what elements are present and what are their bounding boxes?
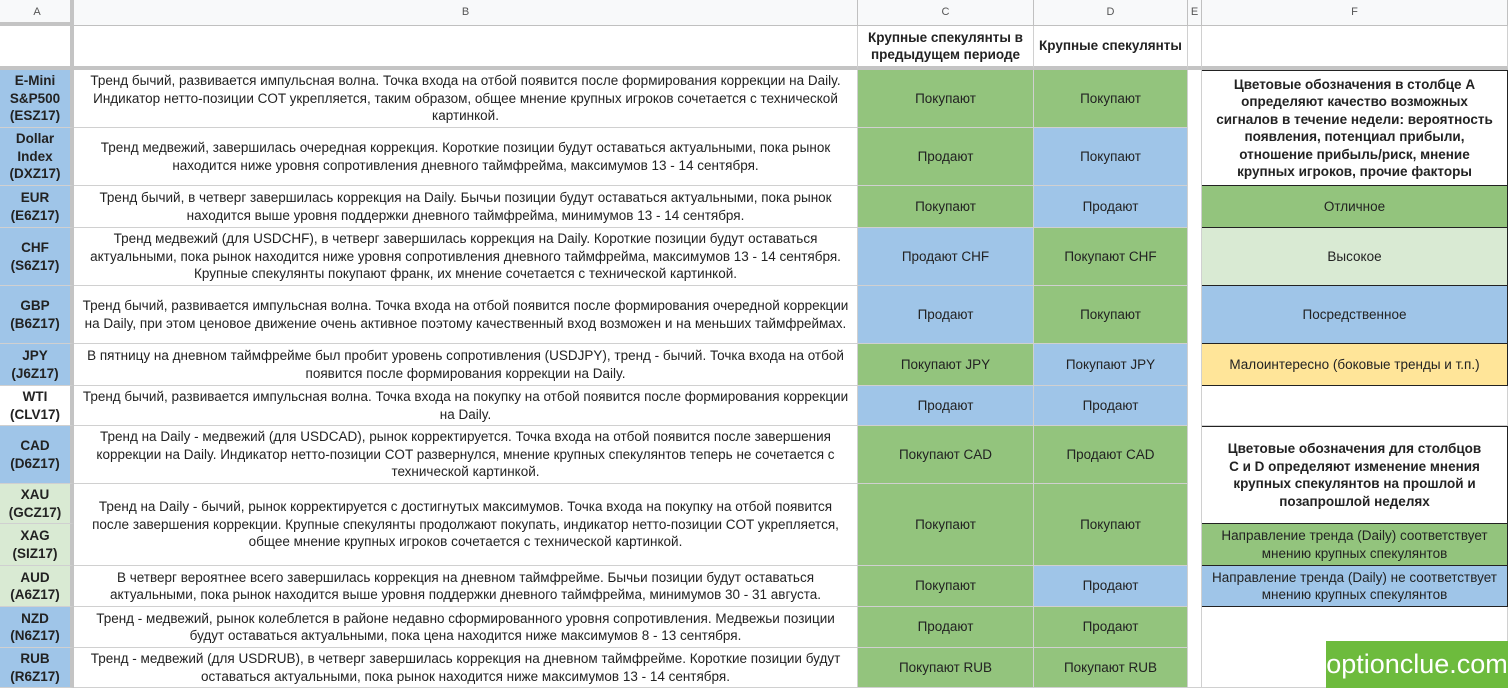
legend-title-speculators: Цветовые обозначения для столбцов C и D определяют изменение мнения крупных спекулянтов на прошлой и позапрошлой неделях (1202, 426, 1508, 524)
speculators-cell[interactable]: Продают (1034, 607, 1188, 648)
analysis-cell[interactable]: Тренд бычий, развивается импульсная волна. Точка входа на отбой появится после формирования очередной коррекции на Daily, при этом ценовое движение очень активное поэтому качественный вход возможен и на меньших таймфреймах. (74, 286, 858, 344)
instrument-cell[interactable]: CAD (D6Z17) (0, 426, 74, 484)
prev-speculators-cell[interactable]: Продают (858, 386, 1034, 426)
instrument-cell[interactable]: CHF (S6Z17) (0, 228, 74, 286)
legend-excellent: Отличное (1202, 186, 1508, 228)
column-header-b[interactable]: B (74, 0, 858, 26)
prev-speculators-cell[interactable]: Продают CHF (858, 228, 1034, 286)
watermark-logo: optionclue.com (1326, 641, 1508, 688)
analysis-cell[interactable]: Тренд бычий, в четверг завершилась коррекция на Daily. Бычьи позиции будут оставаться актуальными, пока рынок находится выше уровня поддержки дневного таймфрейма, минимумов 13 - 14 сентября. (74, 186, 858, 228)
instrument-cell[interactable]: WTI (CLV17) (0, 386, 74, 426)
header-cell-d: Крупные спекулянты (1034, 26, 1188, 70)
prev-speculators-cell[interactable]: Покупают (858, 70, 1034, 128)
speculators-cell[interactable]: Покупают CHF (1034, 228, 1188, 286)
instrument-cell[interactable]: EUR (E6Z17) (0, 186, 74, 228)
speculators-cell[interactable]: Продают (1034, 386, 1188, 426)
legend-spacer[interactable] (1202, 386, 1508, 426)
header-cell-f (1202, 26, 1508, 70)
prev-speculators-cell[interactable]: Покупают (858, 186, 1034, 228)
instrument-cell[interactable]: RUB (R6Z17) (0, 648, 74, 688)
prev-speculators-cell[interactable]: Продают (858, 286, 1034, 344)
legend-match: Направление тренда (Daily) соответствует мнению крупных спекулянтов (1202, 524, 1508, 566)
analysis-cell[interactable]: Тренд медвежий, завершилась очередная коррекция. Короткие позиции будут оставаться актуальными, пока рынок находится ниже уровня сопротивления дневного таймфрейма, максимумов 13 - 14 сентября. (74, 128, 858, 186)
prev-speculators-cell[interactable]: Покупают RUB (858, 648, 1034, 688)
prev-speculators-cell[interactable]: Покупают JPY (858, 344, 1034, 386)
speculators-cell[interactable]: Покупают RUB (1034, 648, 1188, 688)
header-cell-e (1188, 26, 1202, 70)
instrument-cell[interactable]: Dollar Index (DXZ17) (0, 128, 74, 186)
analysis-cell[interactable]: Тренд - медвежий, рынок колеблется в районе недавно сформированного уровня сопротивления. Медвежьи позиции будут оставаться актуальными, пока цена находится ниже максимумов 8 - 13 сентября. (74, 607, 858, 648)
speculators-cell[interactable]: Продают CAD (1034, 426, 1188, 484)
column-header-d[interactable]: D (1034, 0, 1188, 26)
analysis-cell[interactable]: Тренд бычий, развивается импульсная волна. Точка входа на отбой появится после формирования коррекции на Daily. Индикатор нетто-позиции COT укрепляется, таким образом, общее мнение крупных игроков сочетается с технической картинкой. (74, 70, 858, 128)
speculators-cell[interactable]: Покупают JPY (1034, 344, 1188, 386)
header-cell-a (0, 26, 74, 70)
speculators-cell[interactable]: Покупают (1034, 128, 1188, 186)
analysis-cell[interactable]: Тренд - медвежий (для USDRUB), в четверг завершилась коррекция на дневном таймфрейме. Короткие позиции будут оставаться актуальными, пока рынок находится ниже максимумов 13 - 14 сентября. (74, 648, 858, 688)
instrument-cell[interactable]: AUD (A6Z17) (0, 566, 74, 607)
instrument-cell[interactable]: E-Mini S&P500 (ESZ17) (0, 70, 74, 128)
instrument-cell[interactable]: JPY (J6Z17) (0, 344, 74, 386)
analysis-cell[interactable]: Тренд медвежий (для USDCHF), в четверг завершилась коррекция на Daily. Короткие позиции будут оставаться актуальными, пока рынок находится ниже уровня сопротивления дневного таймфрейма, максимумов 13 - 14 сентября. Крупные спекулянты покупают франк, их мнение сочетается с технической картинкой. (74, 228, 858, 286)
legend-title-quality: Цветовые обозначения в столбце A определяют качество возможных сигналов в течение недели: вероятность появления, потенциал прибыли, отношение прибыль/риск, мнение крупных игроков, прочие факторы (1202, 70, 1508, 186)
column-header-f[interactable]: F (1202, 0, 1508, 26)
speculators-cell[interactable]: Продают (1034, 186, 1188, 228)
legend-medium: Посредственное (1202, 286, 1508, 344)
prev-speculators-cell[interactable]: Покупают (858, 566, 1034, 607)
speculators-cell[interactable]: Покупают (1034, 286, 1188, 344)
column-header-a[interactable]: A (33, 6, 41, 19)
legend-high: Высокое (1202, 228, 1508, 286)
column-header-c[interactable]: C (858, 0, 1034, 26)
analysis-cell[interactable]: Тренд бычий, развивается импульсная волна. Точка входа на покупку на отбой появится после формирования коррекции на Daily. (74, 386, 858, 426)
analysis-cell[interactable]: В пятницу на дневном таймфрейме был пробит уровень сопротивления (USDJPY), тренд - бычий. Точка входа на отбой появится после формирования коррекции на Daily. (74, 344, 858, 386)
legend-mismatch: Направление тренда (Daily) не соответствует мнению крупных спекулянтов (1202, 566, 1508, 607)
analysis-cell[interactable]: В четверг вероятнее всего завершилась коррекция на дневном таймфрейме. Бычьи позиции будут оставаться актуальными, пока рынок находится выше уровня поддержки дневного таймфрейма, минимумов 30 - 31 августа. (74, 566, 858, 607)
speculators-cell[interactable]: Покупают (1034, 484, 1188, 566)
prev-speculators-cell[interactable]: Продают (858, 607, 1034, 648)
speculators-cell[interactable]: Продают (1034, 566, 1188, 607)
prev-speculators-cell[interactable]: Продают (858, 128, 1034, 186)
column-header-e[interactable]: E (1188, 0, 1202, 26)
instrument-cell[interactable]: NZD (N6Z17) (0, 607, 74, 648)
prev-speculators-cell[interactable]: Покупают (858, 484, 1034, 566)
instrument-cell[interactable]: GBP (B6Z17) (0, 286, 74, 344)
prev-speculators-cell[interactable]: Покупают CAD (858, 426, 1034, 484)
header-cell-b (74, 26, 858, 70)
column-e-cells[interactable] (1188, 70, 1202, 688)
analysis-cell[interactable]: Тренд на Daily - бычий, рынок корректируется с достигнутых максимумов. Точка входа на покупку на отбой появится после завершения коррекции. Крупные спекулянты продолжают покупать, индикатор нетто-позиции COT укрепляется, общее мнение крупных игроков сочетается с технической картинкой. (74, 484, 858, 566)
instrument-cell[interactable]: XAG (SIZ17) (0, 524, 74, 566)
header-cell-c: Крупные спекулянты в предыдущем периоде (858, 26, 1034, 70)
speculators-cell[interactable]: Покупают (1034, 70, 1188, 128)
analysis-cell[interactable]: Тренд на Daily - медвежий (для USDCAD), рынок корректируется. Точка входа на отбой появится после завершения коррекции на Daily. Индикатор нетто-позиции COT развернулся, мнение крупных спекулянтов теперь не сочетается с технической картинкой. (74, 426, 858, 484)
legend-low: Малоинтересно (боковые тренды и т.п.) (1202, 344, 1508, 386)
instrument-cell[interactable]: XAU (GCZ17) (0, 484, 74, 524)
